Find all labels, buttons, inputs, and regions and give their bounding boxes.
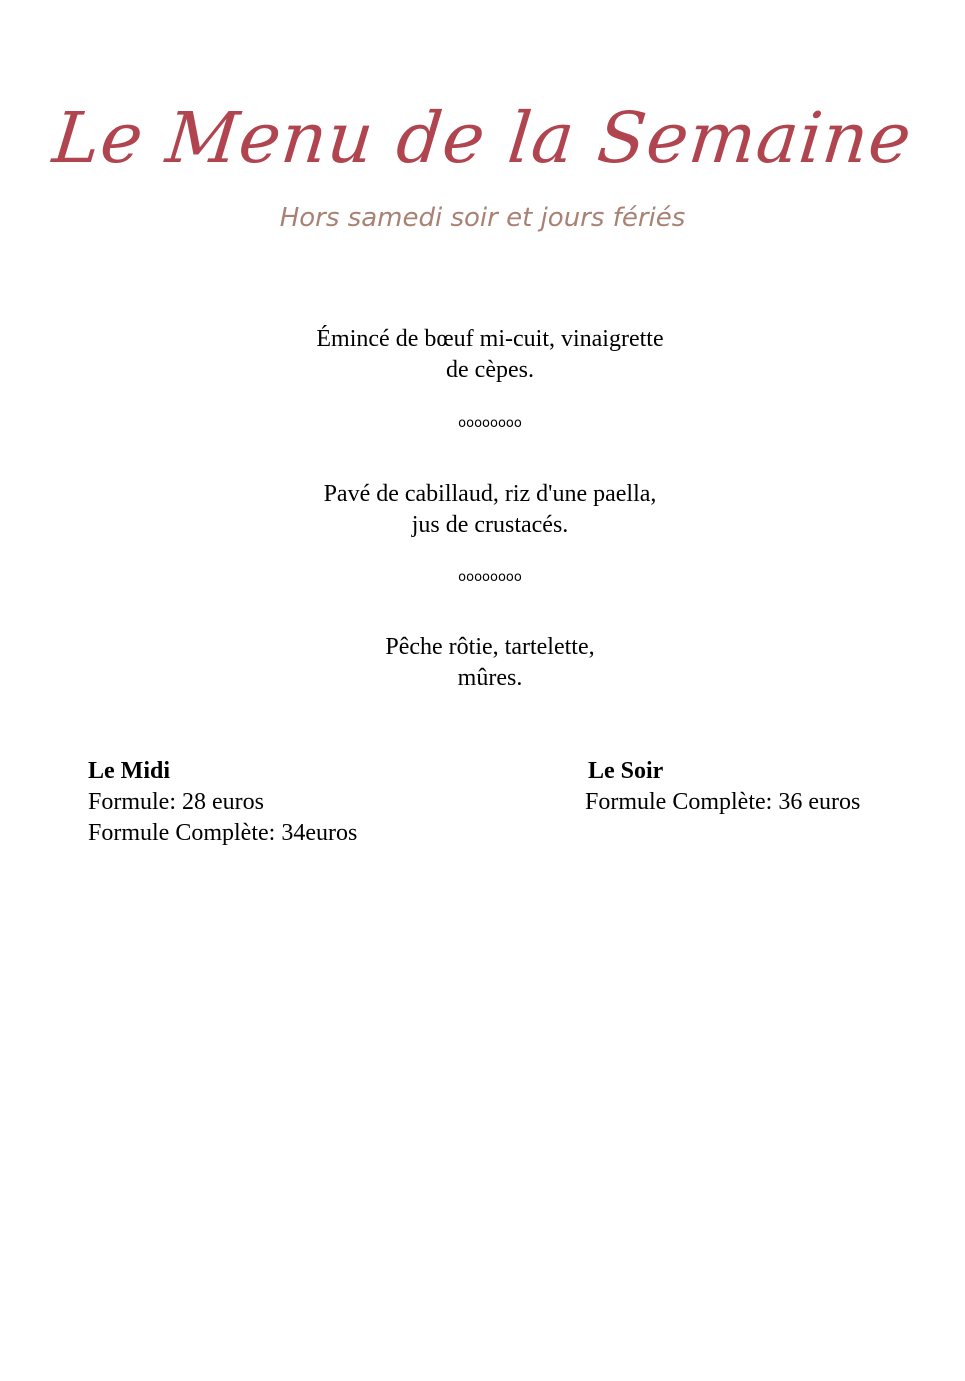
price-soir-formule-complete: Formule Complète: 36 euros	[585, 789, 861, 815]
dish-dessert-line1: Pêche rôtie, tartelette,	[385, 634, 595, 660]
price-midi-formule: Formule: 28 euros	[88, 789, 264, 815]
dish-main-line1: Pavé de cabillaud, riz d'une paella,	[323, 481, 657, 507]
dish-separator: oooooooo	[458, 570, 522, 585]
price-midi-heading: Le Midi	[88, 758, 170, 784]
dish-dessert-line2: mûres.	[457, 665, 523, 691]
price-midi	[88, 756, 357, 849]
price-soir	[585, 756, 860, 818]
dish-separator: oooooooo	[458, 416, 522, 431]
price-midi-formule-complete: Formule Complète: 34euros	[88, 820, 358, 846]
menu-subtitle: Hors samedi soir et jours fériés	[279, 203, 686, 233]
dish-dessert	[0, 632, 965, 694]
dish-main-line2: jus de crustacés.	[411, 512, 569, 538]
dish-starter-line2: de cèpes.	[446, 357, 534, 383]
dish-starter-line1: Émincé de bœuf mi-cuit, vinaigrette	[316, 326, 664, 352]
dish-main	[0, 479, 965, 541]
dish-starter	[0, 324, 965, 386]
price-soir-heading: Le Soir	[588, 758, 664, 784]
menu-title: Le Menu de la Semaine	[49, 97, 916, 179]
